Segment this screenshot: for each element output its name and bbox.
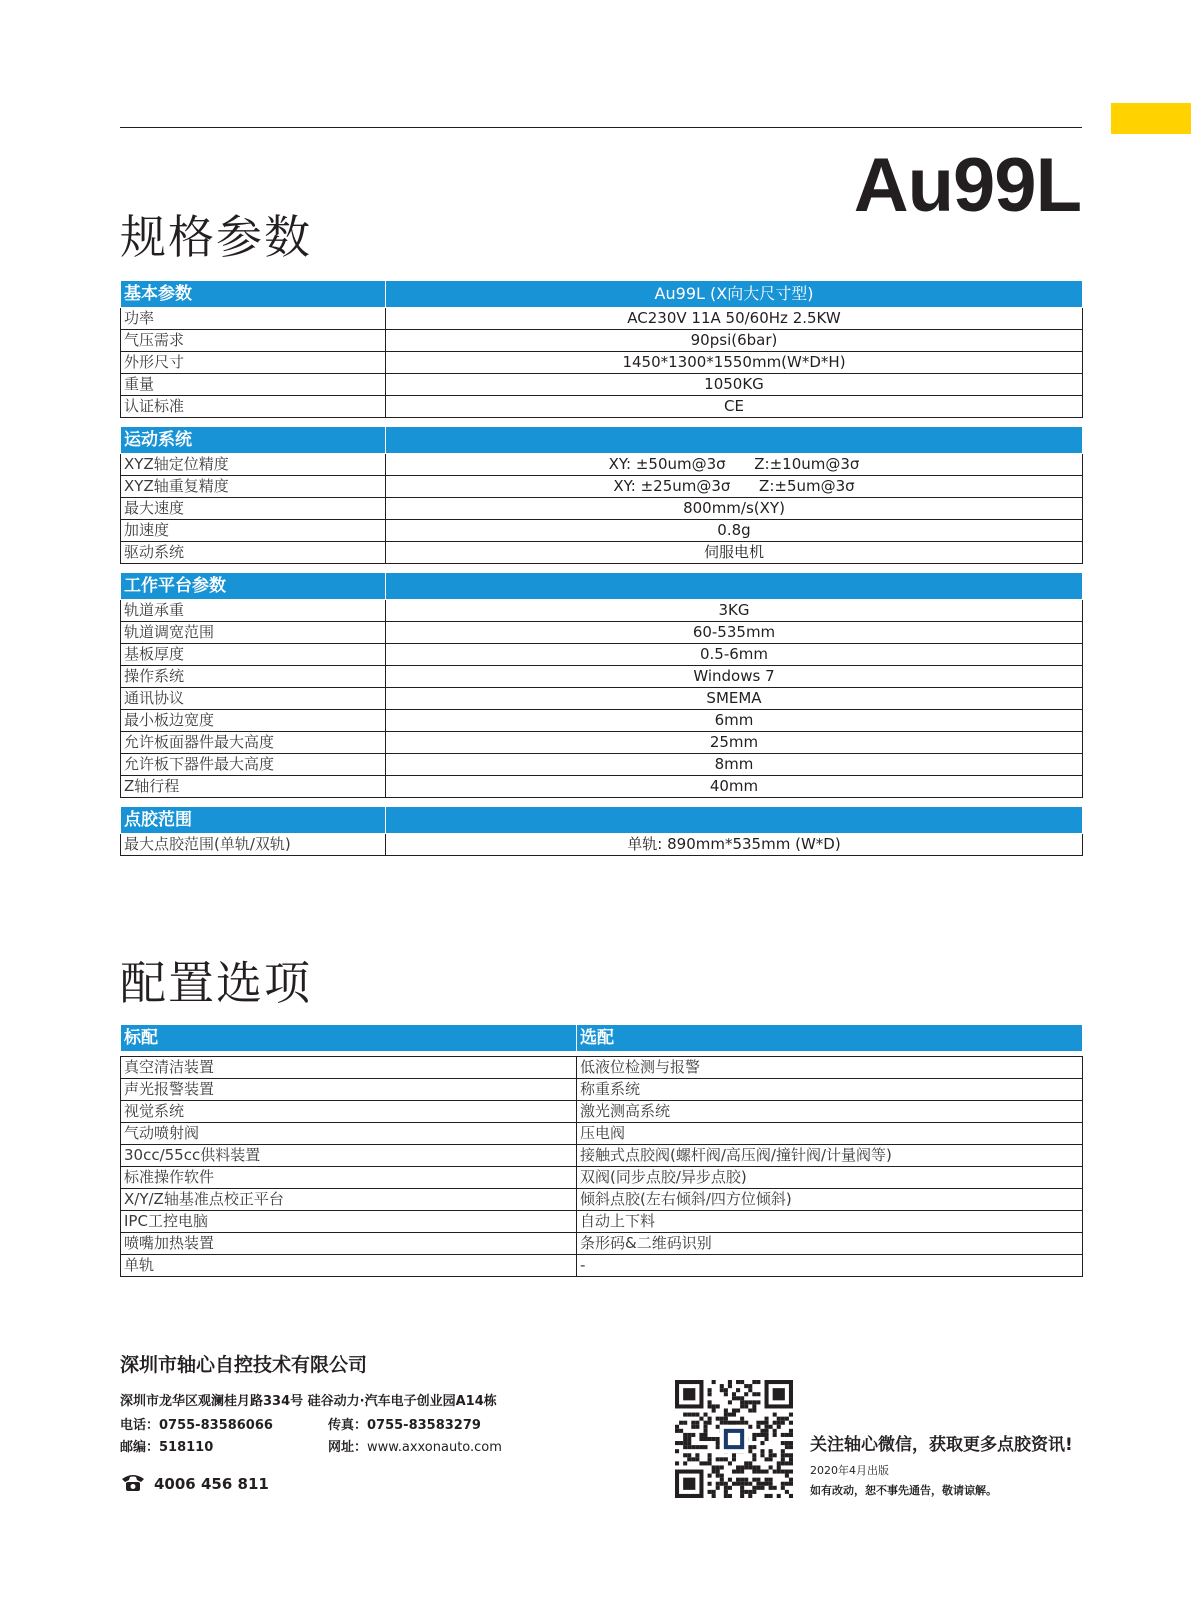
spec-key: 基板厚度 <box>121 644 386 666</box>
optional-item: - <box>577 1255 1083 1277</box>
optional-header: 选配 <box>577 1025 1083 1052</box>
spec-value: 60-535mm <box>386 622 1083 644</box>
spec-value: 0.8g <box>386 520 1083 542</box>
options-table <box>120 1024 1083 1277</box>
options-section-title: 配置选项 <box>120 956 312 1010</box>
spec-value: 8mm <box>386 754 1083 776</box>
spec-value: 1450*1300*1550mm(W*D*H) <box>386 352 1083 374</box>
optional-item: 压电阀 <box>577 1123 1083 1145</box>
spec-group-header <box>121 807 1083 834</box>
spec-key: 轨道调宽范围 <box>121 622 386 644</box>
spec-row <box>121 498 1083 520</box>
group-title: 点胶范围 <box>121 807 386 834</box>
company-address: 深圳市龙华区观澜桂月路334号 硅谷动力·汽车电子创业园A14栋 <box>120 1394 497 1409</box>
standard-item: 30cc/55cc供料装置 <box>121 1145 577 1167</box>
publish-date: 2020年4月出版 <box>810 1464 889 1477</box>
specs-section-title: 规格参数 <box>120 210 312 264</box>
spec-key: 最大速度 <box>121 498 386 520</box>
spec-value: XY: ±50um@3σ Z:±10um@3σ <box>386 454 1083 476</box>
website-label: 网址： <box>328 1440 368 1455</box>
spec-value: Windows 7 <box>386 666 1083 688</box>
spec-row <box>121 644 1083 666</box>
spec-value: 单轨: 890mm*535mm (W*D) <box>386 834 1083 856</box>
spec-key: 认证标准 <box>121 396 386 418</box>
follow-wechat-text: 关注轴心微信，获取更多点胶资讯! <box>810 1435 1073 1455</box>
group-title: 工作平台参数 <box>121 573 386 600</box>
options-header <box>121 1025 1083 1052</box>
standard-item: 标准操作软件 <box>121 1167 577 1189</box>
phone-icon <box>120 1472 146 1496</box>
options-row <box>121 1145 1083 1167</box>
spec-value: 90psi(6bar) <box>386 330 1083 352</box>
optional-item: 自动上下料 <box>577 1211 1083 1233</box>
spec-key: XYZ轴定位精度 <box>121 454 386 476</box>
spec-value: 3KG <box>386 600 1083 622</box>
spec-row <box>121 396 1083 418</box>
hotline-number: 4006 456 811 <box>154 1475 269 1493</box>
options-row <box>121 1255 1083 1277</box>
spec-row <box>121 834 1083 856</box>
spec-key: XYZ轴重复精度 <box>121 476 386 498</box>
options-row <box>121 1057 1083 1079</box>
spec-row <box>121 374 1083 396</box>
spec-key: 最大点胶范围(单轨/双轨) <box>121 834 386 856</box>
spec-value: 800mm/s(XY) <box>386 498 1083 520</box>
model-title: Au99L <box>853 143 1081 228</box>
spec-row <box>121 352 1083 374</box>
group-title: 基本参数 <box>121 281 386 308</box>
standard-item: IPC工控电脑 <box>121 1211 577 1233</box>
spec-row <box>121 732 1083 754</box>
options-row <box>121 1101 1083 1123</box>
spec-row <box>121 600 1083 622</box>
spec-row <box>121 666 1083 688</box>
spec-value: CE <box>386 396 1083 418</box>
spec-row <box>121 622 1083 644</box>
options-row <box>121 1123 1083 1145</box>
spec-row <box>121 454 1083 476</box>
group-subtitle: Au99L (X向大尺寸型) <box>386 281 1083 308</box>
fax-number: 传真：0755-83583279 <box>328 1418 481 1433</box>
phone-number: 电话：0755-83586066 <box>120 1418 273 1433</box>
spec-row <box>121 710 1083 732</box>
spec-row <box>121 308 1083 330</box>
spec-group-header <box>121 281 1083 308</box>
optional-item: 双阀(同步点胶/异步点胶) <box>577 1167 1083 1189</box>
top-divider <box>120 127 1082 128</box>
standard-item: 单轨 <box>121 1255 577 1277</box>
optional-item: 接触式点胶阀(螺杆阀/高压阀/撞针阀/计量阀等) <box>577 1145 1083 1167</box>
spec-row <box>121 754 1083 776</box>
options-row <box>121 1079 1083 1101</box>
optional-item: 称重系统 <box>577 1079 1083 1101</box>
spec-key: 操作系统 <box>121 666 386 688</box>
spec-value: 40mm <box>386 776 1083 798</box>
spec-key: 轨道承重 <box>121 600 386 622</box>
spec-row <box>121 520 1083 542</box>
group-subtitle <box>386 427 1083 454</box>
company-name: 深圳市轴心自控技术有限公司 <box>120 1354 368 1376</box>
spec-row <box>121 330 1083 352</box>
spec-value: 0.5-6mm <box>386 644 1083 666</box>
spec-value: 1050KG <box>386 374 1083 396</box>
standard-item: 声光报警装置 <box>121 1079 577 1101</box>
options-row <box>121 1189 1083 1211</box>
standard-item: 气动喷射阀 <box>121 1123 577 1145</box>
postal-code: 邮编：518110 <box>120 1440 214 1455</box>
spec-value: AC230V 11A 50/60Hz 2.5KW <box>386 308 1083 330</box>
optional-item: 倾斜点胶(左右倾斜/四方位倾斜) <box>577 1189 1083 1211</box>
spec-value: 25mm <box>386 732 1083 754</box>
optional-item: 条形码&二维码识别 <box>577 1233 1083 1255</box>
spec-key: 外形尺寸 <box>121 352 386 374</box>
group-subtitle <box>386 807 1083 834</box>
website-link[interactable]: www.axxonauto.com <box>367 1440 502 1455</box>
spec-key: 通讯协议 <box>121 688 386 710</box>
standard-item: 喷嘴加热装置 <box>121 1233 577 1255</box>
standard-item: X/Y/Z轴基准点校正平台 <box>121 1189 577 1211</box>
spec-row <box>121 776 1083 798</box>
optional-item: 低液位检测与报警 <box>577 1057 1083 1079</box>
group-subtitle <box>386 573 1083 600</box>
options-row <box>121 1167 1083 1189</box>
spec-key: 允许板面器件最大高度 <box>121 732 386 754</box>
group-title: 运动系统 <box>121 427 386 454</box>
spec-key: 重量 <box>121 374 386 396</box>
standard-header: 标配 <box>121 1025 577 1052</box>
options-row <box>121 1211 1083 1233</box>
spec-key: 允许板下器件最大高度 <box>121 754 386 776</box>
spec-key: 最小板边宽度 <box>121 710 386 732</box>
spec-key: 气压需求 <box>121 330 386 352</box>
spec-key: 加速度 <box>121 520 386 542</box>
yellow-accent-bar <box>1111 103 1191 134</box>
spec-value: XY: ±25um@3σ Z:±5um@3σ <box>386 476 1083 498</box>
spec-key: 驱动系统 <box>121 542 386 564</box>
spec-key: 功率 <box>121 308 386 330</box>
optional-item: 激光测高系统 <box>577 1101 1083 1123</box>
spec-table <box>120 280 1083 856</box>
spec-row <box>121 476 1083 498</box>
spec-value: 伺服电机 <box>386 542 1083 564</box>
standard-item: 真空清洁装置 <box>121 1057 577 1079</box>
standard-item: 视觉系统 <box>121 1101 577 1123</box>
spec-row <box>121 688 1083 710</box>
spec-group-header <box>121 427 1083 454</box>
spec-value: 6mm <box>386 710 1083 732</box>
website <box>328 1436 502 1455</box>
qr-code-icon <box>675 1380 793 1498</box>
hotline <box>120 1472 269 1496</box>
spec-value: SMEMA <box>386 688 1083 710</box>
change-notice: 如有改动，恕不事先通告，敬请谅解。 <box>810 1484 997 1497</box>
spec-group-header <box>121 573 1083 600</box>
spec-key: Z轴行程 <box>121 776 386 798</box>
options-row <box>121 1233 1083 1255</box>
spec-row <box>121 542 1083 564</box>
